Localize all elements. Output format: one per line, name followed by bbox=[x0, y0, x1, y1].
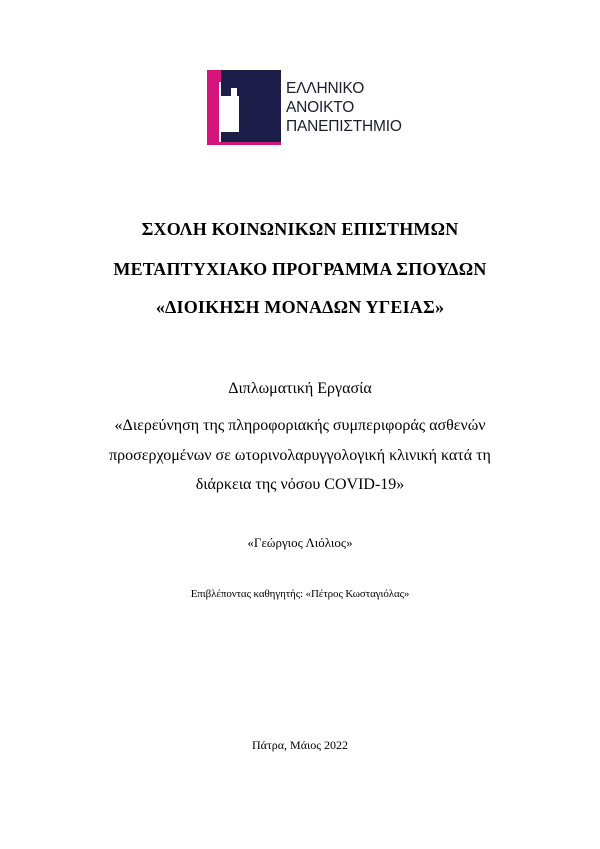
logo-wordmark: ΕΛΛΗΝΙΚΟ ΑΝΟΙΚΤΟ ΠΑΝΕΠΙΣΤΗΜΙΟ bbox=[286, 80, 402, 135]
thesis-title-line-2: προσερχομένων σε ωτορινολαρυγγολογική κλινική κατά τη bbox=[109, 447, 491, 464]
place-date: Πάτρα, Μάιος 2022 bbox=[252, 738, 348, 752]
program-heading: ΜΕΤΑΠΤΥΧΙΑΚΟ ΠΡΟΓΡΑΜΜΑ ΣΠΟΥΔΩΝ bbox=[113, 259, 487, 279]
thesis-title-line-1: «Διερεύνηση της πληροφοριακής συμπεριφοράς ασθενών bbox=[114, 417, 486, 434]
thesis-type: Διπλωματική Εργασία bbox=[228, 380, 372, 397]
supervisor-line: Επιβλέποντας καθηγητής: «Πέτρος Κωσταγιόλας» bbox=[190, 588, 410, 600]
thesis-title-line-3: διάρκεια της νόσου COVID-19» bbox=[195, 476, 405, 493]
program-name-heading: «ΔΙΟΙΚΗΣΗ ΜΟΝΑΔΩΝ ΥΓΕΙΑΣ» bbox=[155, 297, 445, 317]
logo-navy-shape bbox=[221, 70, 281, 142]
author-name: «Γεώργιος Λιόλιος» bbox=[247, 535, 353, 550]
logo-white-stripe bbox=[231, 88, 237, 132]
school-heading: ΣΧΟΛΗ ΚΟΙΝΩΝΙΚΩΝ ΕΠΙΣΤΗΜΩΝ bbox=[141, 219, 459, 239]
